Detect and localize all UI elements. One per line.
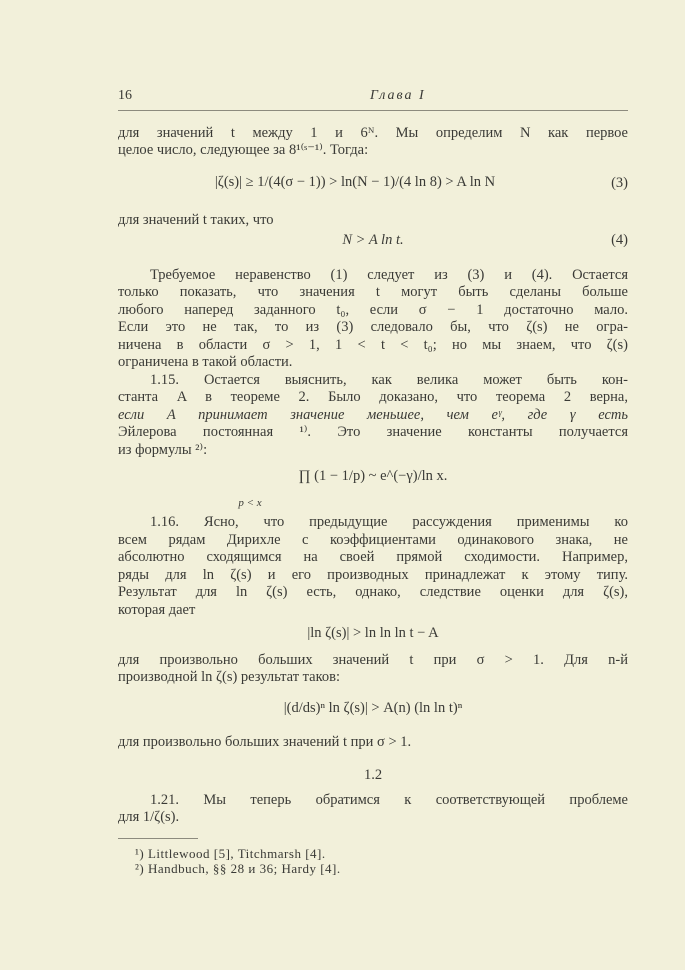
footnote-1: ¹) Littlewood [5], Titchmarsh [4]. <box>135 846 326 861</box>
equation-4: N > A ln t. <box>342 232 404 248</box>
equation-3: |ζ(s)| ≥ 1/(4(σ − 1)) > ln(N − 1)/(4 ln 8) > A ln N <box>214 174 496 190</box>
text-line: для произвольно больших значений t при σ > 1. <box>118 734 412 750</box>
text-line: которая дает <box>118 602 196 618</box>
equation-derivative: |(d/ds)ⁿ ln ζ(s)| > A(n) (ln ln t)ⁿ <box>283 700 463 716</box>
text-line: Если это не так, то из (3) следовало бы, что ζ(s) не огра- <box>118 319 628 335</box>
section-1-16: 1.16. Ясно, что предыдущие рассуждения применимы ко <box>150 514 628 530</box>
text-line: Требуемое неравенство (1) следует из (3) и (4). Остается <box>150 267 628 283</box>
text-line: Эйлерова постоянная ¹⁾. Это значение константы получается <box>118 424 628 440</box>
text-line: производной ln ζ(s) результат таков: <box>118 669 341 685</box>
page-number: 16 <box>118 88 132 103</box>
section-heading: 1.2 <box>363 767 383 783</box>
product-subscript: p < x <box>238 497 262 509</box>
header-rule <box>118 110 628 111</box>
text-line: для значений t таких, что <box>118 212 274 228</box>
text-line: станта A в теореме 2. Было доказано, что теорема 2 верна, <box>118 389 628 405</box>
text-line: ряды для ln ζ(s) и его производных принадлежат к этому типу. <box>118 567 628 583</box>
text-line: Результат для ln ζ(s) есть, однако, следствие оценки для ζ(s), <box>118 584 628 600</box>
running-title: Глава I <box>370 88 426 103</box>
footnote-2: ²) Handbuch, §§ 28 и 36; Hardy [4]. <box>135 861 341 876</box>
text-line: ничена в области σ > 1, 1 < t < t₀; но мы знаем, что ζ(s) <box>118 337 628 353</box>
equation-label: (3) <box>611 175 628 191</box>
equation-label: (4) <box>611 232 628 248</box>
product-formula: ∏ (1 − 1/p) ~ e^(−γ)/ln x. <box>298 468 448 484</box>
text-line: только показать, что значения t могут быть сделаны больше <box>118 284 628 300</box>
text-line: для значений t между 1 и 6ᴺ. Мы определим N как первое <box>118 125 628 141</box>
text-line: целое число, следующее за 8¹⁽ˢ⁻¹⁾. Тогда: <box>118 142 369 158</box>
section-1-15: 1.15. Остается выяснить, как велика может быть кон- <box>150 372 628 388</box>
text-line: для произвольно больших значений t при σ > 1. Для n-й <box>118 652 628 668</box>
section-1-21: 1.21. Мы теперь обратимся к соответствующей проблеме <box>150 792 628 808</box>
text-line: всем рядам Дирихле с коэффициентами одинакового знака, не <box>118 532 628 548</box>
text-line: для 1/ζ(s). <box>118 809 180 825</box>
text-line: абсолютно сходящимся на своей прямой сходимости. Например, <box>118 549 628 565</box>
text-line: любого наперед заданного t₀, если σ − 1 достаточно мало. <box>118 302 628 318</box>
equation-lnlnln: |ln ζ(s)| > ln ln ln t − A <box>307 625 439 641</box>
text-line: если A принимает значение меньшее, чем eᵞ, где γ есть <box>118 407 628 423</box>
text-line: ограничена в такой области. <box>118 354 293 370</box>
text-line: из формулы ²⁾: <box>118 442 208 458</box>
footnote-rule <box>118 838 198 839</box>
